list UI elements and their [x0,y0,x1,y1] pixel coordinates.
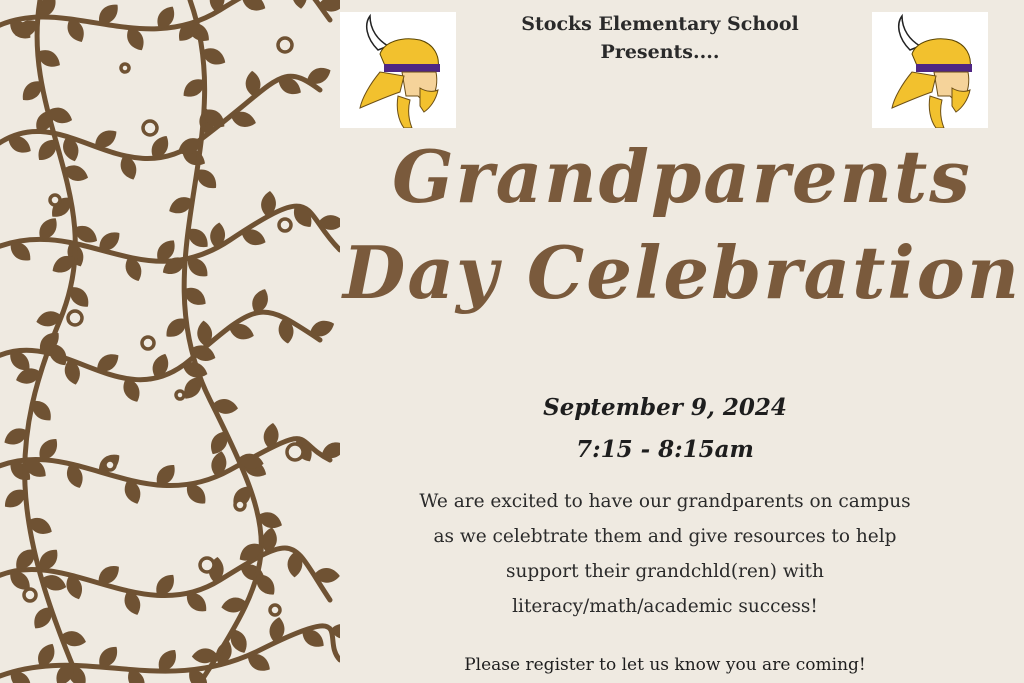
viking-logo-right [872,12,988,128]
register-prompt: Please register to let us know you are coming! [464,655,866,675]
vine-ring [270,605,280,615]
vine-ring [68,311,82,325]
vine-leaf [239,0,269,15]
vine-ring [200,558,214,572]
school-header [470,10,850,66]
vine-ring [50,195,60,205]
presents-text: Presents.... [600,41,720,63]
viking-logo-left [340,12,456,128]
description-line: literacy/math/academic success! [512,596,818,617]
vine-ring [235,500,245,510]
vine-ring [176,391,184,399]
description-line: as we celebtrate them and give resources to help [433,526,897,547]
event-title-line-2: Day Celebration [342,230,1022,315]
vine-ring [24,589,36,601]
vine-ring [121,64,129,72]
vine-leaf [291,0,309,10]
school-name: Stocks Elementary School [521,13,799,35]
vine-ring [105,460,115,470]
vine-ring [279,219,291,231]
event-time: 7:15 - 8:15am [576,436,754,463]
event-date: September 9, 2024 [543,394,787,421]
vine-pattern-decoration [0,0,340,683]
viking-mascot-icon [872,12,988,128]
event-description [375,484,955,624]
description-line: We are excited to have our grandparents on campus [419,491,911,512]
description-line: support their grandchld(ren) with [506,561,824,582]
viking-mascot-icon [340,12,456,128]
vine-ring [287,444,303,460]
vine-ring [142,337,154,349]
event-title-line-1: Grandparents [392,134,972,219]
vine-ring [143,121,157,135]
vine-ring [278,38,292,52]
